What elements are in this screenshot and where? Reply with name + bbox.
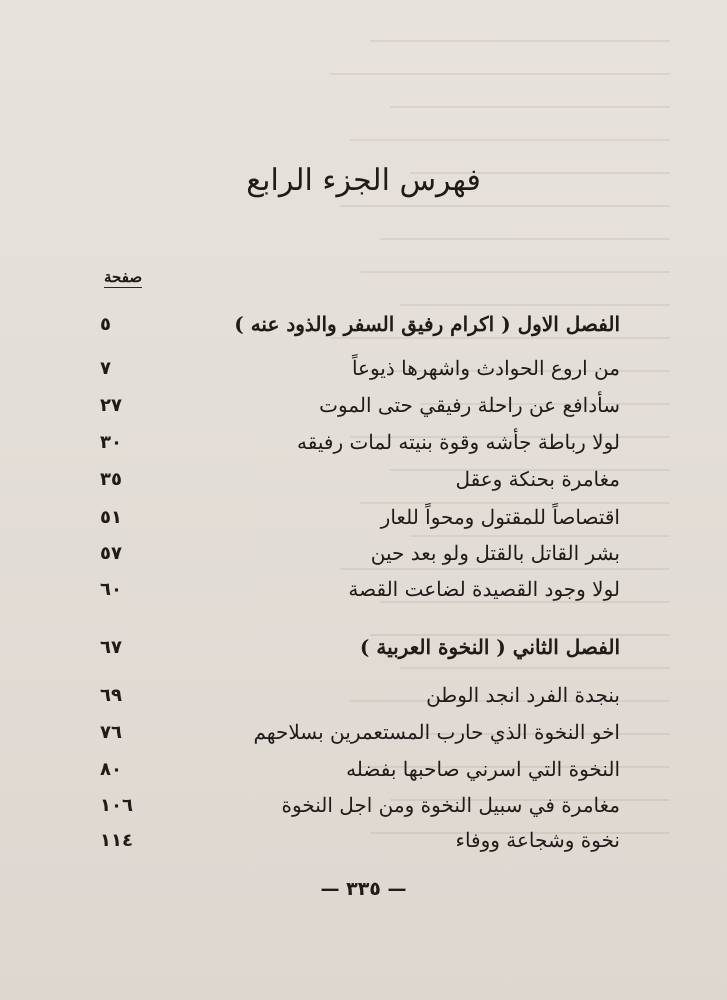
entry-page-number: ٧	[100, 357, 111, 379]
entry-title: مغامرة في سبيل النخوة ومن اجل النخوة	[281, 793, 620, 817]
entry-title: لولا وجود القصيدة لضاعت القصة	[348, 577, 620, 601]
toc-entry	[100, 537, 620, 569]
page-column-label: صفحة	[104, 268, 143, 286]
entry-page-number: ٥١	[100, 506, 122, 528]
entry-title: بنجدة الفرد انجد الوطن	[426, 683, 620, 707]
toc-entry	[100, 716, 620, 748]
entry-title: اخو النخوة الذي حارب المستعمرين بسلاحهم	[253, 720, 620, 744]
chapter-title: الفصل الاول ( اكرام رفيق السفر والذود عنه )	[234, 312, 620, 336]
entry-page-number: ٧٦	[100, 721, 122, 743]
entry-page-number: ٣٠	[100, 431, 122, 453]
entry-title: اقتصاصاً للمقتول ومحواً للعار	[380, 505, 620, 529]
entry-title: لولا رباطة جأشه وقوة بنيته لمات رفيقه	[297, 430, 620, 454]
toc-entry	[100, 426, 620, 458]
entry-page-number: ١٠٦	[100, 794, 133, 816]
entry-title: النخوة التي اسرني صاحبها بفضله	[346, 757, 620, 781]
entry-page-number: ٦٠	[100, 578, 122, 600]
toc-entry	[100, 573, 620, 605]
chapter-page-number: ٥	[100, 313, 111, 335]
toc-entry	[100, 389, 620, 421]
toc-entry	[100, 352, 620, 384]
chapter-1-row	[100, 308, 620, 340]
entry-title: سأدافع عن راحلة رفيقي حتى الموت	[319, 393, 620, 417]
page-number-footer: — ٣٣٥ —	[320, 878, 407, 900]
toc-entry	[100, 679, 620, 711]
entry-page-number: ٨٠	[100, 758, 122, 780]
chapter-2-row	[100, 631, 620, 663]
chapter-title: الفصل الثاني ( النخوة العربية )	[359, 635, 620, 659]
entry-page-number: ١١٤	[100, 829, 133, 851]
toc-entry	[100, 501, 620, 533]
entry-page-number: ٦٩	[100, 684, 122, 706]
toc-entry	[100, 789, 620, 821]
entry-page-number: ٢٧	[100, 394, 122, 416]
toc-entry	[100, 463, 620, 495]
page-title: فهرس الجزء الرابع	[246, 163, 481, 198]
entry-title: نخوة وشجاعة ووفاء	[455, 828, 620, 852]
entry-title: بشر القاتل بالقتل ولو بعد حين	[370, 541, 620, 565]
entry-title: من اروع الحوادث واشهرها ذيوعاً	[351, 356, 620, 380]
entry-page-number: ٥٧	[100, 542, 122, 564]
entry-page-number: ٣٥	[100, 468, 122, 490]
entry-title: مغامرة بحنكة وعقل	[455, 467, 620, 491]
toc-entry	[100, 753, 620, 785]
chapter-page-number: ٦٧	[100, 636, 122, 658]
toc-entry	[100, 824, 620, 856]
